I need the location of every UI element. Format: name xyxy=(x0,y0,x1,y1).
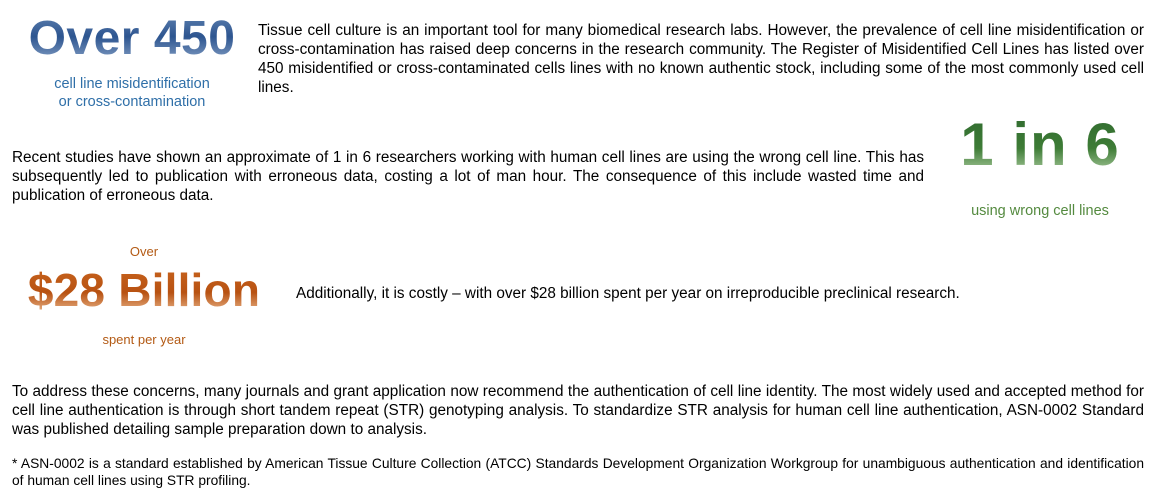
stat-1-in-6-headline: 1 in 6 xyxy=(945,112,1135,178)
stat-28-billion-prefix: Over xyxy=(129,244,159,259)
intro-paragraph: Tissue cell culture is an important tool for many biomedical research labs. However, the prevalence of cell line misidentification or cross-contamination has raised deep concerns in the research community. The Register of Misidentified Cell Lines has listed over 450 misidentified or cross-contaminated cells lines with no known authentic stock, including some of the most commonly used cell lines. xyxy=(258,22,1144,96)
stat-28-billion-caption: spent per year xyxy=(102,332,186,347)
stat-over-450-headline: Over 450 xyxy=(18,14,246,64)
authentication-paragraph: To address these concerns, many journals and grant application now recommend the authentication of cell line identity. The most widely used and accepted method for cell line authentication is through short tandem repeat (STR) genotyping analysis. To standardize STR analysis for human cell line authentication, ASN-0002 Standard was published detailing sample preparation down to analysis. xyxy=(12,383,1144,438)
stat-over-450-caption-line1: cell line misidentification xyxy=(54,76,210,92)
stat-28-billion-headline: $28 Billion xyxy=(12,264,276,316)
stat-over-450 xyxy=(18,14,246,111)
footnote: * ASN-0002 is a standard established by American Tissue Culture Collection (ATCC) Standards Development Organization Workgroup for unambiguous authentication and identification of human cell lines using STR profiling. xyxy=(12,456,1144,488)
stat-over-450-caption-line2: or cross-contamination xyxy=(58,94,206,110)
stat-28-billion xyxy=(12,244,276,348)
stat-1-in-6-caption: using wrong cell lines xyxy=(971,203,1109,219)
cost-paragraph: Additionally, it is costly – with over $28 billion spent per year on irreproducible preclinical research. xyxy=(296,285,960,302)
stat-1-in-6 xyxy=(945,112,1135,220)
wrong-cell-line-paragraph: Recent studies have shown an approximate of 1 in 6 researchers working with human cell lines are using the wrong cell line. This has subsequently led to publication with erroneous data, costing a lot of man hour. The consequence of this include wasted time and publication of erroneous data. xyxy=(12,149,924,204)
